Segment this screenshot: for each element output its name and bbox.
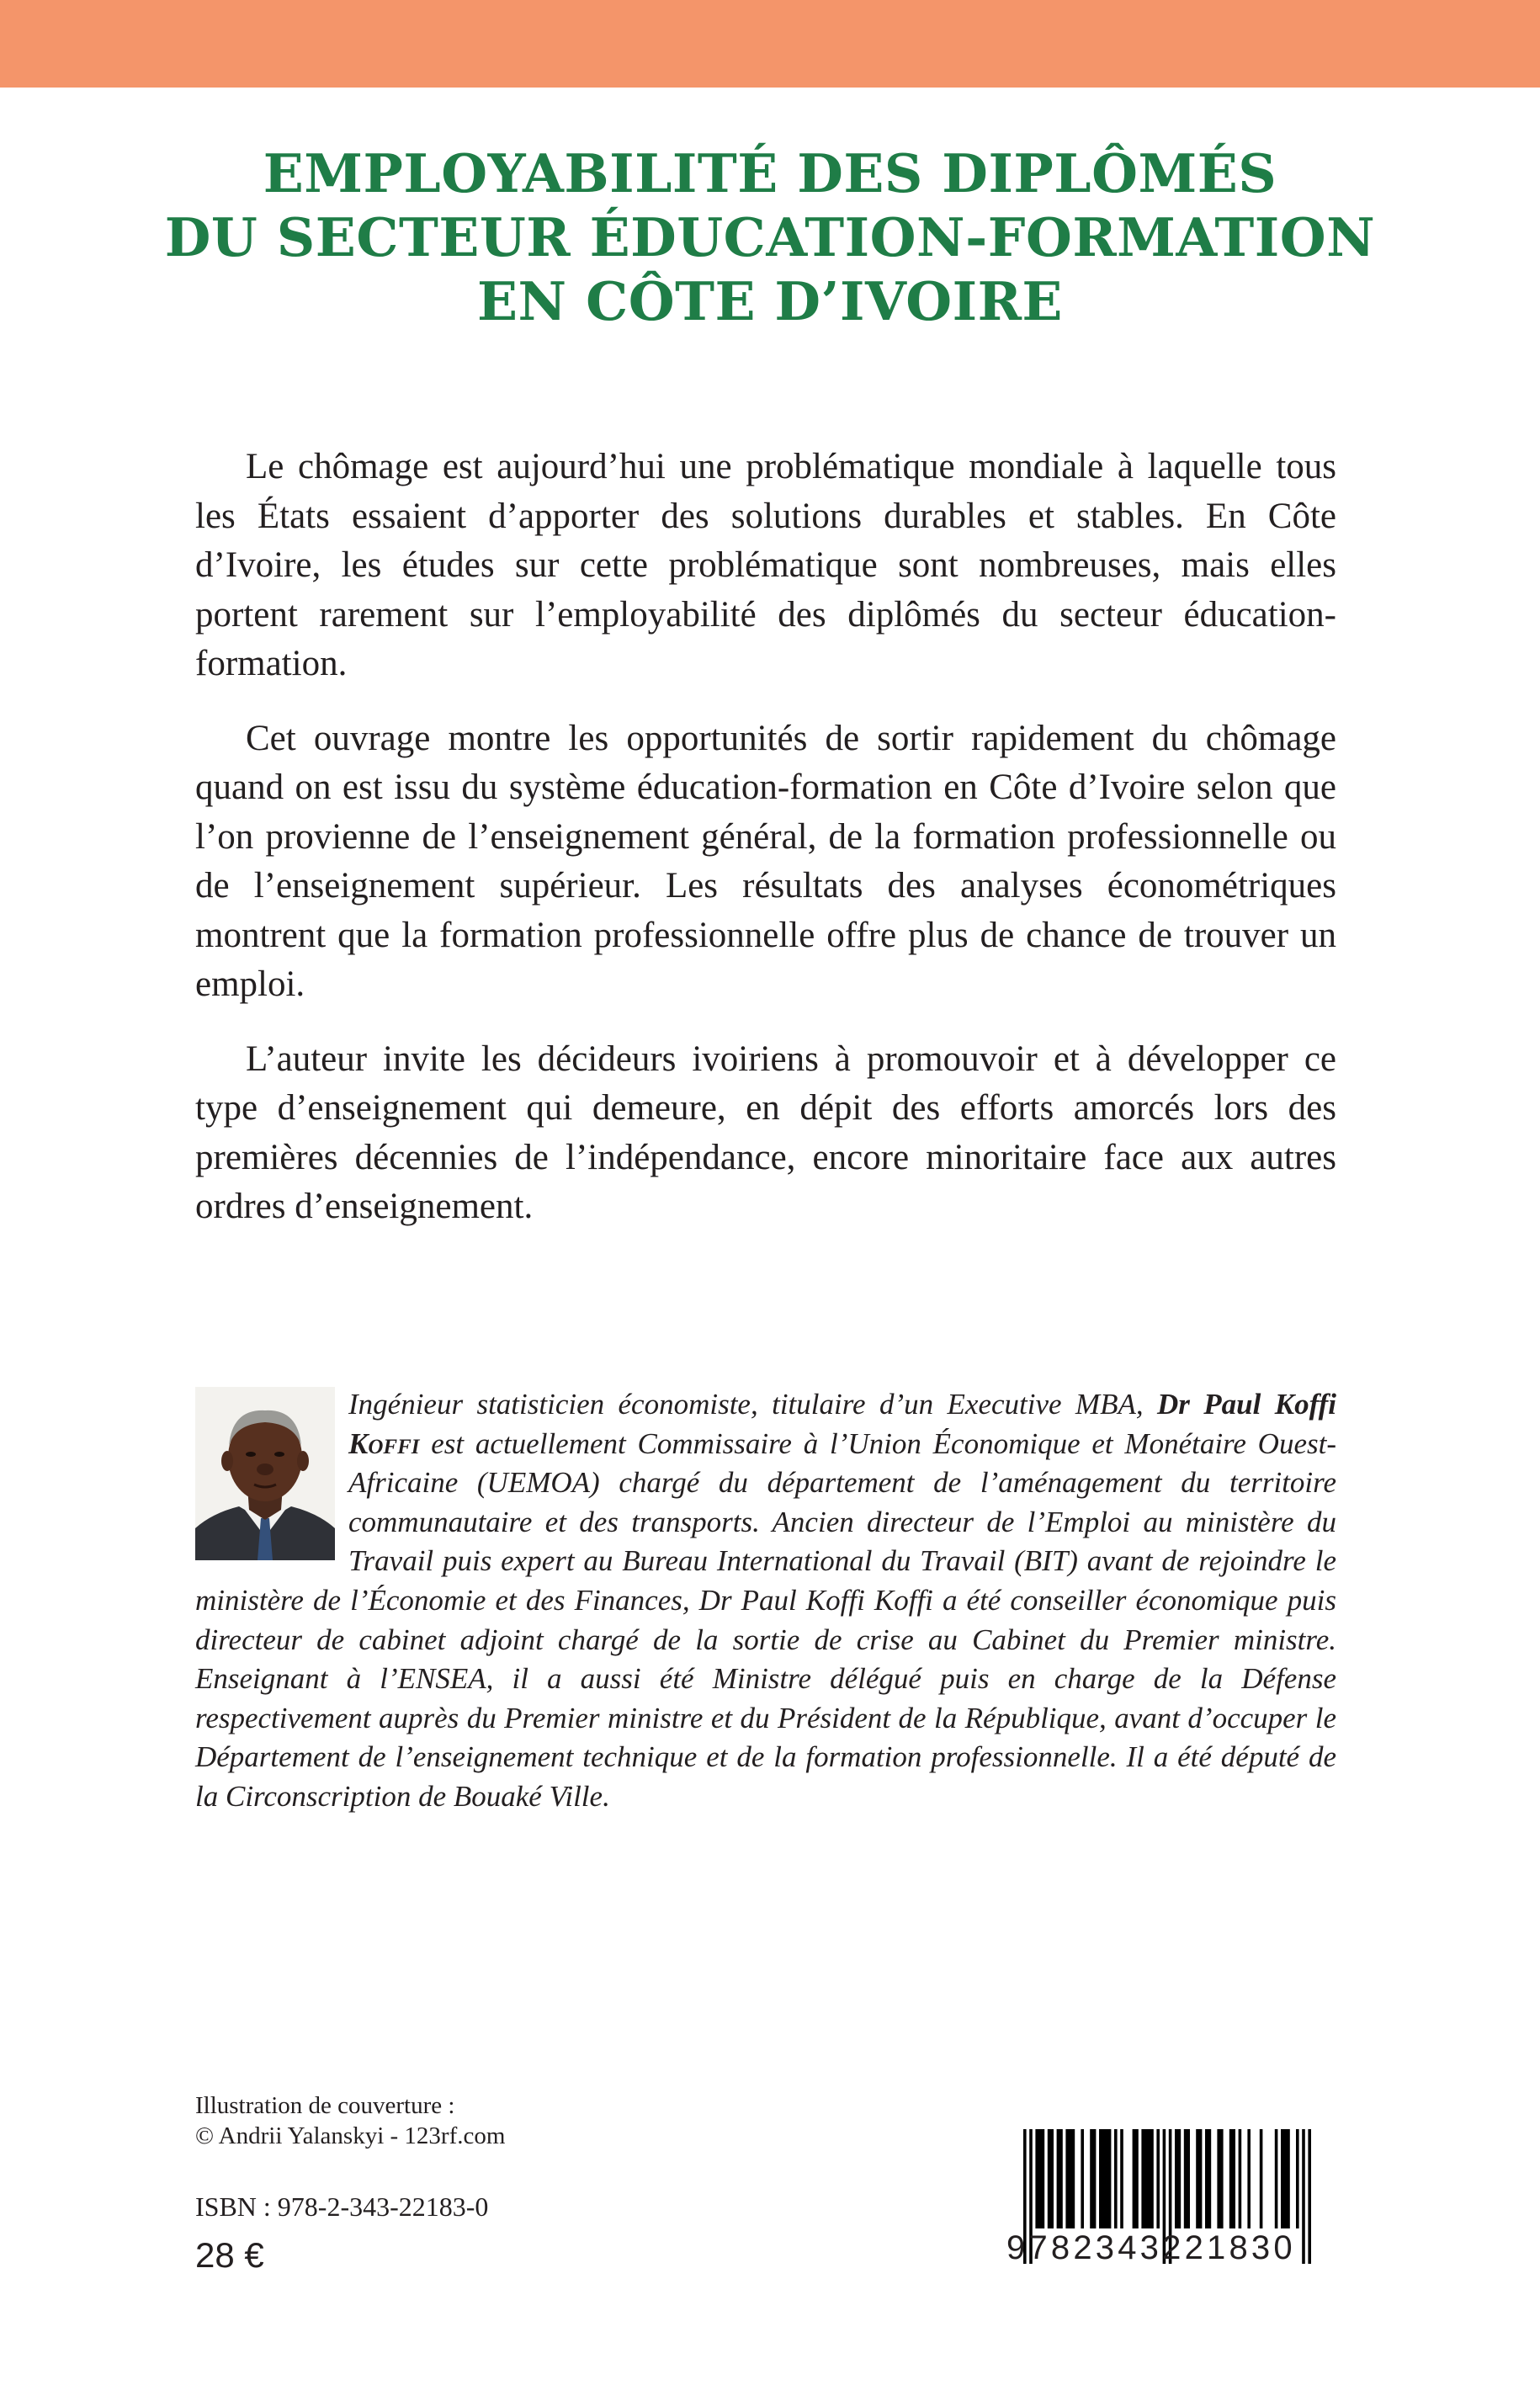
summary-paragraph-3: L’auteur invite les décideurs ivoiriens à promouvoir et à développer ce type d’enseignement qui demeure, en dépit des efforts amorcés lors des premières décennies de l’indépendance, encore minoritaire face aux autres ordres d’enseignement. bbox=[195, 1038, 1336, 1226]
top-color-band bbox=[0, 0, 1540, 88]
barcode-bar bbox=[1090, 2129, 1096, 2228]
barcode-bar bbox=[1275, 2129, 1278, 2228]
illustration-source: © Andrii Yalanskyi - 123rf.com bbox=[195, 2122, 506, 2149]
barcode-bar bbox=[1175, 2129, 1181, 2228]
book-title bbox=[0, 141, 1540, 333]
barcode-bar bbox=[1205, 2129, 1211, 2228]
bio-intro: Ingénieur statisticien économiste, titulaire d’un Executive MBA, bbox=[348, 1388, 1157, 1421]
barcode-bar bbox=[1239, 2129, 1242, 2228]
author-name-last: Koffi bbox=[348, 1426, 420, 1460]
barcode-bar bbox=[1184, 2129, 1190, 2228]
price: 28 € bbox=[195, 2235, 264, 2275]
barcode-bar bbox=[1229, 2129, 1235, 2228]
barcode-number: 9782343221830 bbox=[1006, 2229, 1296, 2266]
illustration-label: Illustration de couverture : bbox=[195, 2092, 455, 2119]
barcode bbox=[1001, 2129, 1338, 2297]
barcode-bar bbox=[1081, 2129, 1084, 2228]
title-line-3: EN CÔTE D’IVOIRE bbox=[477, 270, 1063, 332]
author-name-first: Dr Paul Koffi bbox=[1156, 1388, 1336, 1421]
barcode-bar bbox=[1260, 2129, 1263, 2228]
barcode-bar bbox=[1114, 2129, 1118, 2228]
bio-rest: est actuellement Commissaire à l’Union Économique et Monétaire Ouest-Africaine (UEMOA) chargé du département de l’aménagement du territoire communautaire et des transports. Ancien directeur de l’Emploi au ministère du Travail puis expert au Bureau International du Travail (BIT) avant de rejoindre le ministère de l’Économie et des Finances, Dr Paul Koffi Koffi a été conseiller économique puis directeur de cabinet adjoint chargé de la sortie de crise au Cabinet du Premier ministre. Enseignant à l’ENSEA, il a aussi été Ministre délégué puis en charge de la Défense respectivement auprès du Premier ministre et du Président de la République, avant d’occuper le Département de l’enseignement technique et de la formation professionnelle. Il a été député de la Circonscription de Bouaké Ville. bbox=[195, 1426, 1336, 1813]
barcode-bar bbox=[1099, 2129, 1111, 2228]
barcode-bar bbox=[1035, 2129, 1044, 2228]
barcode-bar bbox=[1120, 2129, 1123, 2228]
summary-paragraph-1: Le chômage est aujourd’hui une problématique mondiale à laquelle tous les États essaient d’apporter des solutions durables et stables. En Côte d’Ivoire, les études sur cette problématique sont nombreuses, mais elles portent rarement sur l’employabilité des diplômés du secteur éducation-formation. bbox=[195, 447, 1336, 683]
barcode-bar bbox=[1217, 2129, 1223, 2228]
barcode-bar bbox=[1281, 2129, 1290, 2228]
barcode-bar bbox=[1065, 2129, 1075, 2228]
barcode-bar bbox=[1196, 2129, 1202, 2228]
title-line-2: DU SECTEUR ÉDUCATION-FORMATION bbox=[164, 206, 1376, 268]
barcode-bar bbox=[1133, 2129, 1139, 2228]
barcode-bar bbox=[1296, 2129, 1299, 2228]
photo-spacer bbox=[195, 1385, 348, 1574]
barcode-bar bbox=[1057, 2129, 1063, 2228]
author-biography bbox=[195, 1385, 1336, 1817]
title-line-1: EMPLOYABILITÉ DES DIPLÔMÉS bbox=[263, 142, 1277, 205]
isbn: ISBN : 978-2-343-22183-0 bbox=[195, 2191, 489, 2222]
barcode-bar bbox=[1156, 2129, 1160, 2228]
summary-text bbox=[195, 443, 1336, 1257]
barcode-bar bbox=[1247, 2129, 1251, 2228]
barcode-bar bbox=[1141, 2129, 1153, 2228]
illustration-credit bbox=[195, 2090, 505, 2151]
summary-paragraph-2: Cet ouvrage montre les opportunités de sortir rapidement du chômage quand on est issu du système éducation-formation en Côte d’Ivoire selon que l’on provienne de l’enseignement général, de la formation professionnelle ou de l’enseignement supérieur. Les résultats des analyses économétriques montrent que la formation professionnelle offre plus de chance de trouver un emploi. bbox=[195, 718, 1336, 1004]
barcode-bar bbox=[1048, 2129, 1054, 2228]
